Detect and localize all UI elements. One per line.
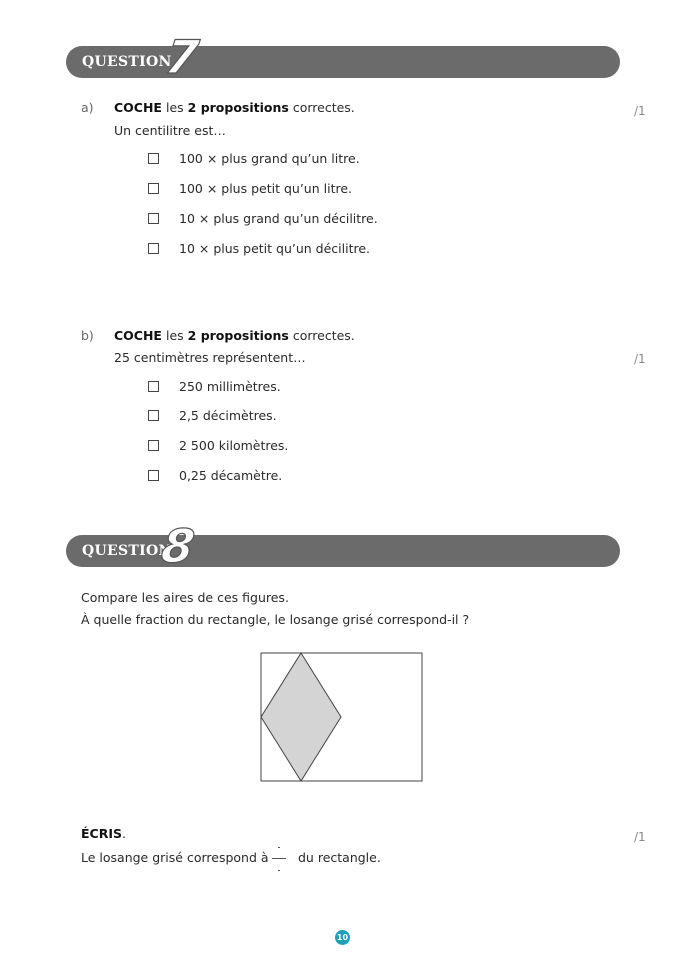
q8-prompt-line-1: Compare les aires de ces figures.	[81, 590, 289, 605]
part-b-letter: b)	[81, 328, 94, 343]
q8-score: /1	[634, 830, 646, 844]
question-8-banner	[66, 519, 620, 573]
option-b-1: 250 millimètres.	[179, 379, 281, 394]
checkbox-a-3[interactable]	[148, 213, 159, 224]
answer-text-before: Le losange grisé correspond à	[81, 850, 269, 865]
question-7-label: QUESTION	[82, 54, 172, 70]
checkbox-b-2[interactable]	[148, 410, 159, 421]
checkbox-a-1[interactable]	[148, 153, 159, 164]
part-b-score: /1	[634, 352, 646, 366]
part-b-stem: 25 centimètres représentent…	[114, 350, 306, 365]
part-a-stem: Un centilitre est…	[114, 123, 226, 138]
checkbox-b-1[interactable]	[148, 381, 159, 392]
option-a-4: 10 × plus petit qu’un décilitre.	[179, 241, 371, 256]
option-a-1: 100 × plus grand qu’un litre.	[179, 151, 360, 166]
question-7-number: 7	[162, 30, 202, 84]
option-b-2: 2,5 décimètres.	[179, 408, 277, 423]
fraction-answer-field[interactable]	[272, 847, 286, 871]
option-b-3: 2 500 kilomètres.	[179, 438, 289, 453]
page-number-badge: 10	[335, 930, 350, 945]
part-a-score: /1	[634, 104, 646, 118]
checkbox-a-4[interactable]	[148, 243, 159, 254]
question-8-label: QUESTION	[82, 543, 172, 559]
checkbox-a-2[interactable]	[148, 183, 159, 194]
part-b-instruction: COCHE les 2 propositions correctes.	[114, 328, 355, 343]
checkbox-b-3[interactable]	[148, 440, 159, 451]
option-a-2: 100 × plus petit qu’un litre.	[179, 181, 352, 196]
question-7-banner	[66, 30, 620, 84]
checkbox-b-4[interactable]	[148, 470, 159, 481]
question-8-number: 8	[158, 519, 198, 573]
part-a-letter: a)	[81, 100, 94, 115]
rectangle-rhombus-figure	[260, 652, 425, 784]
q8-prompt-line-2: À quelle fraction du rectangle, le losange grisé correspond-il ?	[81, 612, 470, 627]
ecris-instruction: ÉCRIS.	[81, 826, 126, 841]
answer-text-after: du rectangle.	[298, 850, 381, 865]
option-b-4: 0,25 décamètre.	[179, 468, 283, 483]
part-a-instruction: COCHE les 2 propositions correctes.	[114, 100, 355, 115]
option-a-3: 10 × plus grand qu’un décilitre.	[179, 211, 378, 226]
